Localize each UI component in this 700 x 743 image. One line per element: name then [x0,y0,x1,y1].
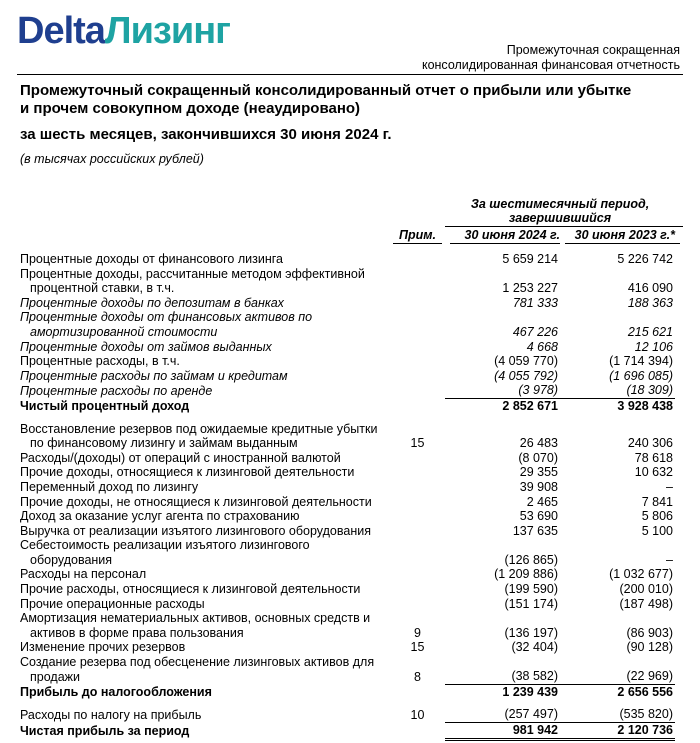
row-label-line-1: Процентные доходы, рассчитанные методом эффективной [20,266,365,281]
row-label-line-1: Расходы по налогу на прибыль [20,707,202,722]
period-heading-line-1: За шестимесячный период, [470,197,650,211]
value-2023: (18 309) [626,383,673,398]
row-label-line-2: оборудования [30,552,113,567]
income-statement-table [20,252,675,741]
table-row [20,398,675,413]
table-row [20,267,675,296]
value-2024: (8 070) [518,450,558,465]
row-note [390,465,445,480]
column-header-2023: 30 июня 2023 г.* [574,228,675,242]
row-label-line-1: Процентные расходы по аренде [20,383,213,398]
row-note [390,340,445,355]
spacer-row [20,414,675,422]
row-label [20,310,390,339]
row-label-line-2: процентной ставки, в т.ч. [30,281,175,296]
row-label-line-1: Себестоимость реализации изъятого лизингового [20,538,310,553]
row-label [20,340,390,355]
header-line-1: Промежуточная сокращенная [506,43,680,57]
value-2023: (200 010) [619,582,673,597]
table-row [20,597,675,612]
table-row [20,296,675,311]
table-row [20,611,675,640]
value-2023: (1 696 085) [609,368,673,383]
value-2024: 2 852 671 [445,398,560,413]
col2-header-rule [565,243,680,244]
row-label [20,495,390,510]
row-label-line-1: Выручка от реализации изъятого лизингового оборудования [20,523,371,538]
value-2023: 240 306 [627,436,673,451]
row-note [390,722,445,739]
value-2023: 2 120 736 [560,722,675,739]
table-row [20,655,675,684]
row-label [20,640,390,655]
row-note [390,369,445,384]
value-2023: 5 806 [641,509,673,524]
value-2023: 215 621 [627,324,673,339]
table-row [20,480,675,495]
row-label [20,722,390,739]
row-label-line-1: Создание резерва под обесценение лизинговых активов для [20,655,375,670]
note-header-rule [393,243,442,244]
row-label-line-1: Прочие доходы, не относящиеся к лизинговой деятельности [20,494,372,509]
table-row [20,465,675,480]
row-label-line-2: амортизированной стоимости [30,324,218,339]
value-2024: (4 055 792) [494,368,558,383]
value-2023: (1 714 394) [609,354,673,369]
value-2024: (199 590) [504,582,558,597]
value-2024: 39 908 [519,479,558,494]
spacer-cell [20,699,675,707]
spacer-cell [20,414,675,422]
row-label [20,524,390,539]
value-2023: (86 903) [626,625,673,640]
period-heading-line-2: завершившийся [508,211,612,225]
row-note [390,509,445,524]
value-2024: 1 253 227 [502,281,558,296]
table-row [20,340,675,355]
title-line-1: Промежуточный сокращенный консолидированный отчет о прибыли или убытке [20,82,632,99]
row-label-line-1: Восстановление резервов под ожидаемые кредитные убытки [20,421,378,436]
value-2023: (187 498) [619,596,673,611]
row-label [20,597,390,612]
value-2024: (257 497) [504,707,558,722]
table-row [20,451,675,466]
value-2023: 10 632 [634,465,673,480]
row-label-line-1: Доход за оказание услуг агента по страхованию [20,509,300,524]
row-label-line-2: по финансовому лизингу и займам выданным [30,436,298,451]
row-note [390,582,445,597]
table-row [20,310,675,339]
table-row [20,707,675,722]
row-label [20,611,390,640]
table-row [20,252,675,267]
value-2024: 29 355 [519,465,558,480]
row-note [390,524,445,539]
value-2024: (151 174) [504,596,558,611]
value-2023: (1 032 677) [609,567,673,582]
row-note [390,252,445,267]
value-2024: 467 226 [512,324,558,339]
value-2023: 5 100 [641,523,673,538]
row-label-line-2: продажи [30,669,80,684]
report-header [422,43,680,73]
row-label [20,707,390,722]
value-2024: 781 333 [512,295,558,310]
value-2024: 1 239 439 [445,684,560,699]
table-row [20,582,675,597]
row-note: 8 [414,669,421,684]
value-2024: 137 635 [512,523,558,538]
table-row [20,722,675,739]
value-2023: 188 363 [627,295,673,310]
row-label-line-1: Прочие операционные расходы [20,596,205,611]
row-label-line-1: Прочие доходы, относящиеся к лизинговой деятельности [20,465,355,480]
row-label-line-1: Чистая прибыль за период [20,724,190,739]
row-label [20,567,390,582]
statement-units: (в тысячах российских рублей) [20,152,204,166]
row-note: 9 [414,625,421,640]
value-2024: 981 942 [445,722,560,739]
value-2024: 26 483 [519,436,558,451]
value-2024: (136 197) [504,625,558,640]
value-2023: 5 226 742 [617,252,673,266]
row-label-line-1: Процентные расходы, в т.ч. [20,354,180,369]
value-2023: – [666,479,673,494]
table-row [20,524,675,539]
value-2023: 78 618 [634,450,673,465]
period-heading [440,197,680,225]
row-note: 15 [410,640,425,655]
row-label-line-1: Прибыль до налогообложения [20,684,212,699]
value-2024: (1 209 886) [494,567,558,582]
row-label [20,398,390,413]
value-2024: (4 059 770) [494,354,558,369]
row-note [390,267,445,296]
logo-delta: Delta [17,10,105,52]
value-2024: (3 978) [518,383,558,398]
table-row [20,495,675,510]
value-2024: (126 865) [504,552,558,567]
header-divider [17,74,683,75]
row-label-line-1: Переменный доход по лизингу [20,479,199,494]
row-label [20,267,390,296]
row-label [20,538,390,567]
row-note [390,538,445,567]
row-label [20,509,390,524]
row-label-line-1: Процентные доходы от займов выданных [20,339,272,354]
statement-period: за шесть месяцев, закончившихся 30 июня 2024 г. [20,126,392,143]
row-label [20,480,390,495]
value-2023: (535 820) [619,707,673,722]
row-label [20,369,390,384]
row-label [20,465,390,480]
title-line-2: и прочем совокупном доходе (неаудировано) [20,100,361,117]
row-label-line-1: Процентные доходы от финансовых активов по [20,310,313,325]
value-2023: 2 656 556 [560,684,675,699]
row-label [20,296,390,311]
row-note [390,310,445,339]
row-label-line-1: Процентные расходы по займам и кредитам [20,368,288,383]
table-row [20,509,675,524]
row-label-line-1: Прочие расходы, относящиеся к лизинговой деятельности [20,582,361,597]
row-label-line-1: Расходы/(доходы) от операций с иностранной валютой [20,450,341,465]
row-label [20,354,390,369]
value-2024: 2 465 [526,494,558,509]
header-line-2: консолидированная финансовая отчетность [421,58,680,72]
value-2023: 416 090 [627,281,673,296]
period-heading-rule [445,226,683,227]
row-label [20,684,390,699]
row-note [390,597,445,612]
table-row [20,422,675,451]
row-note: 15 [410,436,425,451]
row-note [390,451,445,466]
row-label-line-1: Амортизация нематериальных активов, основных средств и [20,611,371,626]
company-logo [17,10,230,53]
value-2023: 3 928 438 [560,398,675,413]
row-label [20,451,390,466]
value-2024: 53 690 [519,509,558,524]
row-label-line-1: Расходы на персонал [20,567,147,582]
row-label [20,383,390,398]
row-label-line-1: Чистый процентный доход [20,398,190,413]
row-label [20,655,390,684]
row-note [390,567,445,582]
table-row [20,567,675,582]
row-label-line-1: Изменение прочих резервов [20,640,186,655]
row-label-line-1: Процентные доходы от финансового лизинга [20,252,283,266]
row-note [390,480,445,495]
table-row [20,383,675,398]
row-note: 10 [410,707,425,722]
value-2024: 4 668 [526,339,558,354]
value-2023: (90 128) [626,640,673,655]
value-2023: 12 106 [634,339,673,354]
table-row [20,684,675,699]
row-note [390,495,445,510]
row-label [20,252,390,267]
spacer-row [20,699,675,707]
table-row [20,538,675,567]
statement-title [20,82,680,118]
table-row [20,369,675,384]
row-note [390,354,445,369]
row-label [20,582,390,597]
table-row [20,640,675,655]
row-note [390,684,445,699]
logo-lizing: Лизинг [104,10,230,52]
row-note [390,296,445,311]
row-note [390,383,445,398]
table-row [20,354,675,369]
column-header-2024: 30 июня 2024 г. [464,228,560,242]
value-2023: (22 969) [626,669,673,684]
row-label-line-1: Процентные доходы по депозитам в банках [20,295,284,310]
value-2024: (38 582) [511,669,558,684]
column-header-note: Прим. [399,228,436,242]
row-label [20,422,390,451]
value-2023: 7 841 [641,494,673,509]
col1-header-rule [450,243,560,244]
value-2024: (32 404) [511,640,558,655]
row-note [390,398,445,413]
row-label-line-2: активов в форме права пользования [30,625,244,640]
value-2023: – [666,552,673,567]
value-2024: 5 659 214 [502,252,558,266]
